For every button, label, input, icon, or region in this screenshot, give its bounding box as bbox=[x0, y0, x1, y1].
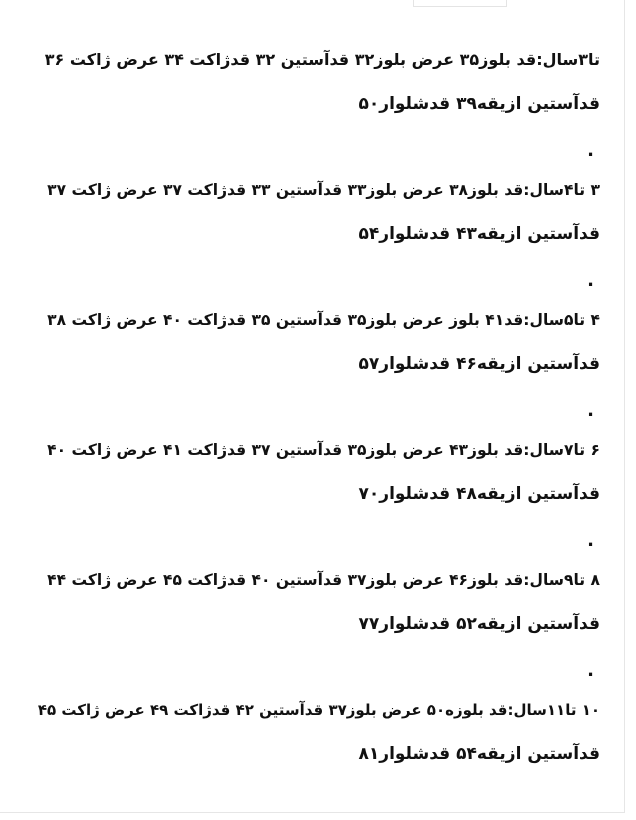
bottom-border bbox=[0, 812, 625, 813]
size-line-sleeve-pants: قدآستین ازیقه۴۶ قدشلوار۵۷ bbox=[358, 354, 600, 374]
size-line-sleeve-pants: قدآستین ازیقه۵۲ قدشلوار۷۷ bbox=[358, 614, 600, 634]
size-block-age-4-5 bbox=[30, 298, 600, 428]
size-line-sleeve-pants: قدآستین ازیقه۴۳ قدشلوار۵۴ bbox=[358, 224, 600, 244]
separator-dot: . bbox=[587, 530, 594, 551]
size-chart-text bbox=[30, 38, 600, 784]
separator-dot: . bbox=[587, 270, 594, 291]
size-block-age-6-7 bbox=[30, 428, 600, 558]
size-line-measurements: ۳ تا۴سال:قد بلوز۳۸ عرض بلوز۳۳ قدآستین ۳۳ قدژاکت ۳۷ عرض ژاکت ۳۷ bbox=[47, 181, 600, 199]
size-block-age-10-11 bbox=[30, 688, 600, 776]
size-line-sleeve-pants: قدآستین ازیقه۴۸ قدشلوار۷۰ bbox=[358, 484, 600, 504]
separator-dot: . bbox=[587, 140, 594, 161]
right-border bbox=[624, 0, 625, 812]
separator-dot: . bbox=[587, 660, 594, 681]
size-block-age-8-9 bbox=[30, 558, 600, 688]
size-line-measurements: ۱۰ تا۱۱سال:قد بلوزه۵۰ عرض بلوز۳۷ قدآستین ۴۲ قدژاکت ۴۹ عرض ژاکت ۴۵ bbox=[37, 701, 600, 719]
size-line-sleeve-pants: قدآستین ازیقه۳۹ قدشلوار۵۰ bbox=[358, 94, 600, 114]
size-line-sleeve-pants: قدآستین ازیقه۵۴ قدشلوار۸۱ bbox=[358, 744, 600, 764]
top-tab bbox=[413, 0, 507, 7]
size-line-measurements: ۴ تا۵سال:قد۴۱ بلوز عرض بلوز۳۵ قدآستین ۳۵ قدژاکت ۴۰ عرض ژاکت ۳۸ bbox=[47, 311, 600, 329]
size-block-age-3-4 bbox=[30, 168, 600, 298]
size-line-measurements: تا۳سال:قد بلوز۳۵ عرض بلوز۳۲ قدآستین ۳۲ قدژاکت ۳۴ عرض ژاکت ۳۶ bbox=[44, 50, 600, 69]
size-line-measurements: ۶ تا۷سال:قد بلوز۴۳ عرض بلوز۳۵ قدآستین ۳۷ قدژاکت ۴۱ عرض ژاکت ۴۰ bbox=[47, 441, 600, 459]
separator-dot: . bbox=[587, 400, 594, 421]
size-block-age-3 bbox=[30, 38, 600, 168]
size-line-measurements: ۸ تا۹سال:قد بلوز۴۶ عرض بلوز۳۷ قدآستین ۴۰ قدژاکت ۴۵ عرض ژاکت ۴۴ bbox=[47, 571, 600, 589]
